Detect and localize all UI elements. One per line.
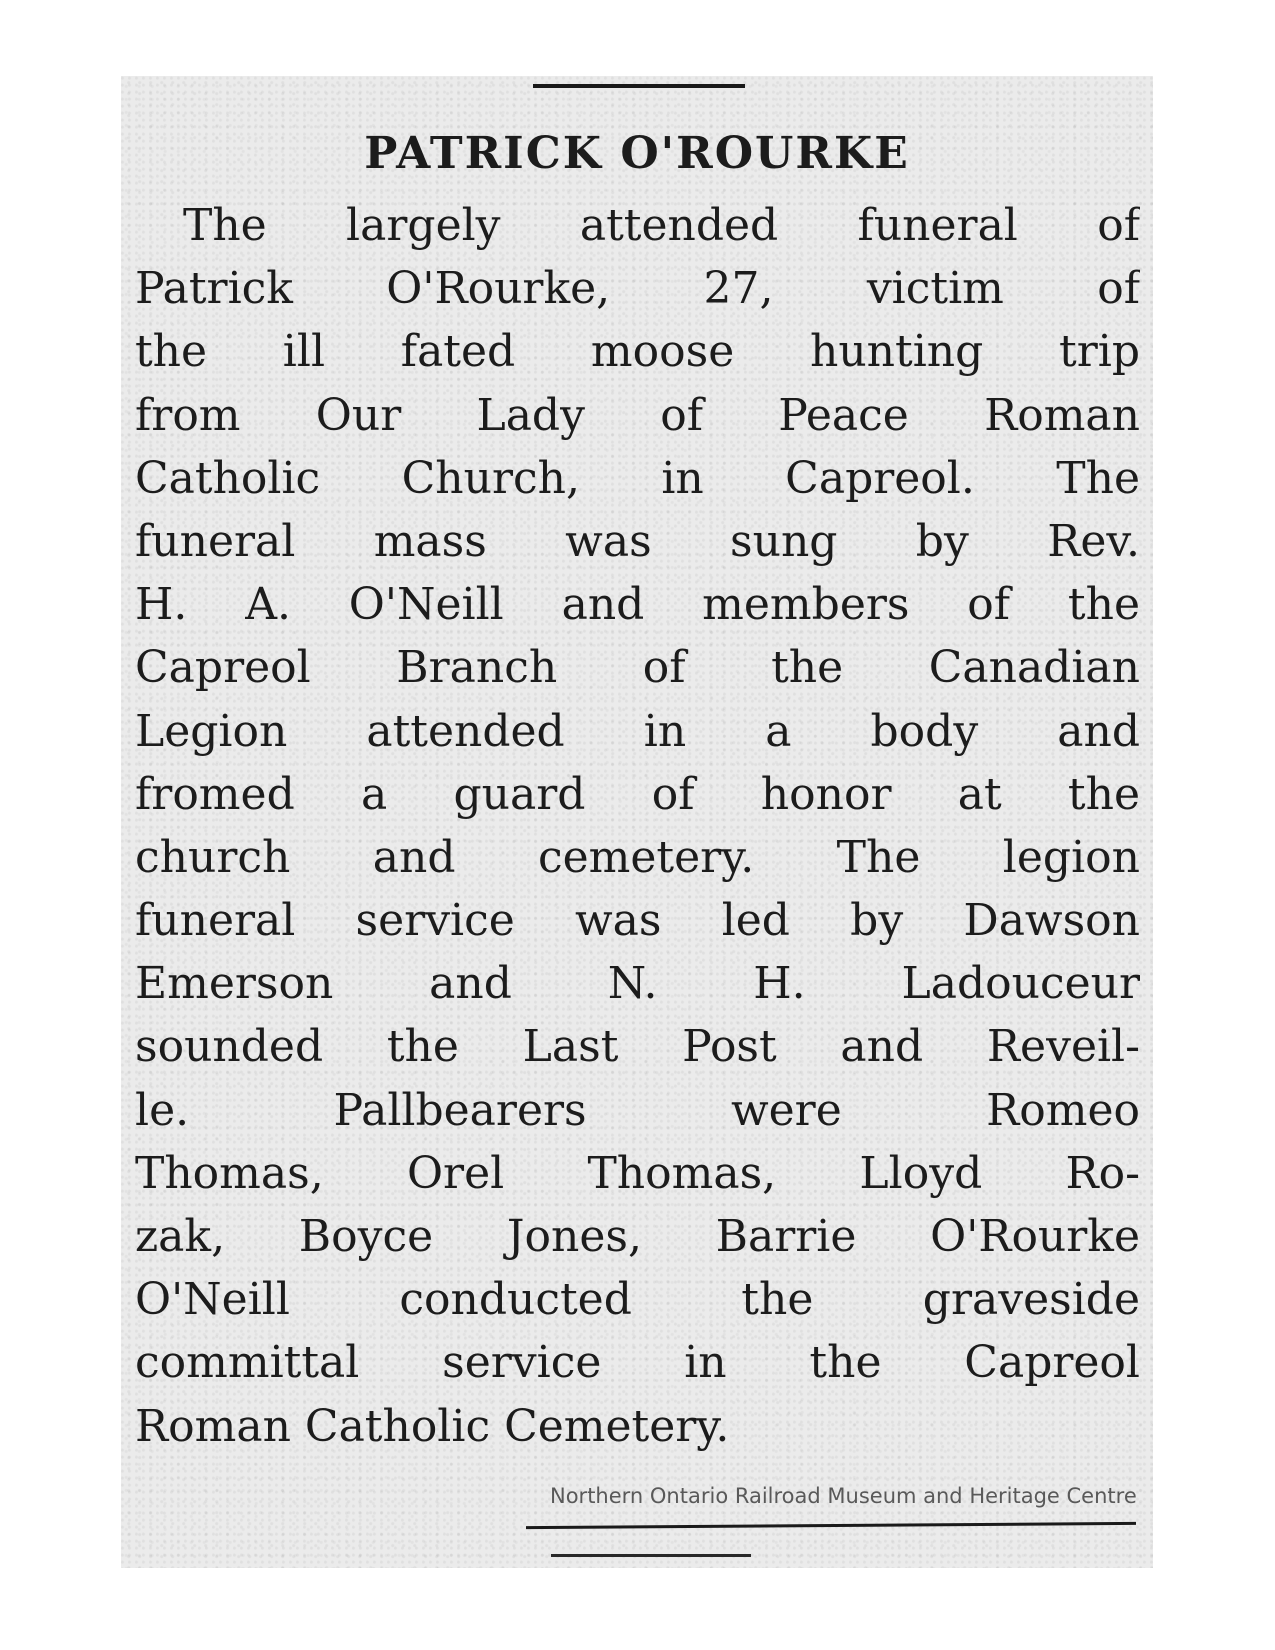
article-line: funeral mass was sung by Rev. [135,515,1140,567]
article-line: Capreol Branch of the Canadian [135,642,1140,694]
credit-line: Northern Ontario Railroad Museum and Heritage Centre [550,1484,1137,1508]
article-line: O'Neill conducted the graveside [135,1274,1140,1326]
article-line: Patrick O'Rourke, 27, victim of [135,263,1140,315]
article-line: from Our Lady of Peace Roman [135,389,1140,441]
article-line: Emerson and N. H. Ladouceur [135,958,1140,1010]
article-line: The largely attended funeral of [183,200,1140,251]
article-line: church and cemetery. The legion [135,831,1140,883]
article-line: H. A. O'Neill and members of the [135,579,1140,631]
article-line: sounded the Last Post and Reveil- [135,1021,1140,1073]
article-line: committal service in the Capreol [135,1337,1140,1389]
article-line: Thomas, Orel Thomas, Lloyd Ro- [135,1147,1140,1199]
article-headline: PATRICK O'ROURKE [364,128,910,179]
article-line: Catholic Church, in Capreol. The [135,452,1140,504]
article-body [135,194,1140,1458]
newspaper-clipping [121,76,1153,1568]
bottom-rule [551,1554,751,1557]
top-rule [533,84,745,88]
article-line: le. Pallbearers were Romeo [135,1084,1140,1136]
article-line: zak, Boyce Jones, Barrie O'Rourke [135,1211,1140,1262]
bottom-rule [526,1522,1136,1529]
article-line: fromed a guard of honor at the [135,768,1140,820]
article-line: funeral service was led by Dawson [135,895,1140,947]
article-line: the ill fated moose hunting trip [135,326,1140,378]
article-line: Legion attended in a body and [135,705,1140,757]
article-line: Roman Catholic Cemetery. [135,1400,730,1452]
